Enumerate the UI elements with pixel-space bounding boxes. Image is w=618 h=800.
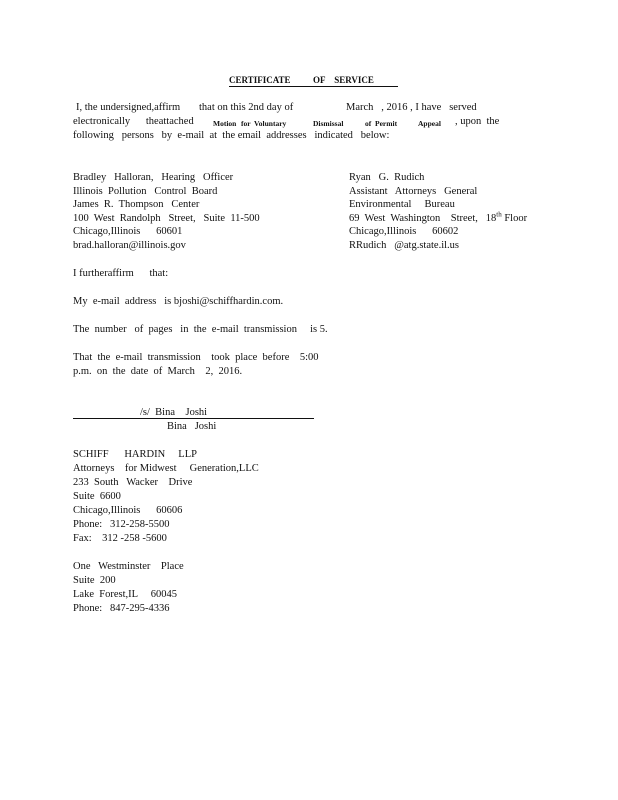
recipient-right-line: Assistant Attorneys General xyxy=(349,186,478,197)
time-statement-line-2: p.m. on the date of March 2, 2016. xyxy=(73,366,243,377)
recipient-right-address xyxy=(349,212,527,225)
intro-line-2-start: electronically theattached xyxy=(73,116,194,127)
recipient-right-floor: Floor xyxy=(501,213,528,224)
signature-line xyxy=(73,417,314,419)
recipient-right-email: RRudich @atg.state.il.us xyxy=(349,240,459,251)
firm-line: Attorneys for Midwest Generation,LLC xyxy=(73,463,259,474)
recipient-left-email: brad.halloran@illinois.gov xyxy=(73,240,186,251)
document-name-voluntary: for Voluntary xyxy=(241,119,287,128)
recipient-left-line: 100 West Randolph Street, Suite 11-500 xyxy=(73,213,260,224)
firm-line: Suite 6600 xyxy=(73,491,121,502)
recipient-left-line: James R. Thompson Center xyxy=(73,199,200,210)
intro-line-1b: that on this 2nd day of xyxy=(199,102,294,113)
firm-line: 233 South Wacker Drive xyxy=(73,477,193,488)
document-name-dismissal: Dismissal xyxy=(313,119,344,128)
email-statement: My e-mail address is bjoshi@schiffhardin.com. xyxy=(73,296,284,307)
office2-line: Lake Forest,IL 60045 xyxy=(73,589,178,600)
office2-phone: Phone: 847-295-4336 xyxy=(73,603,170,614)
firm-name: SCHIFF HARDIN LLP xyxy=(73,449,197,460)
ordinal-suffix: th xyxy=(496,210,502,219)
firm-phone: Phone: 312-258-5500 xyxy=(73,519,170,530)
document-name-motion: Motion xyxy=(213,119,237,128)
office2-line: One Westminster Place xyxy=(73,561,184,572)
intro-line-3: following persons by e-mail at the email addresses indicated below: xyxy=(73,130,390,141)
document-title: CERTIFICATE OF SERVICE xyxy=(229,75,398,87)
recipient-right-line: Environmental Bureau xyxy=(349,199,455,210)
recipient-left-line: Illinois Pollution Control Board xyxy=(73,186,218,197)
recipient-left-line: Bradley Halloran, Hearing Officer xyxy=(73,172,234,183)
recipient-right-line: Ryan G. Rudich xyxy=(349,172,425,183)
recipient-left-line: Chicago,Illinois 60601 xyxy=(73,226,183,237)
further-affirm: I furtheraffirm that: xyxy=(73,268,169,279)
document-name-permit: of Permit xyxy=(365,119,398,128)
intro-line-2-end: , upon the xyxy=(455,116,500,127)
signer-name: Bina Joshi xyxy=(167,421,217,432)
recipient-right-street: 69 West Washington Street, 18 xyxy=(349,213,497,224)
electronic-signature: /s/ Bina Joshi xyxy=(140,407,208,418)
pages-statement: The number of pages in the e-mail transmission is 5. xyxy=(73,324,328,335)
recipient-right-line: Chicago,Illinois 60602 xyxy=(349,226,459,237)
intro-line-1c: March , 2016 , I have served xyxy=(346,102,477,113)
firm-fax: Fax: 312 -258 -5600 xyxy=(73,533,167,544)
intro-line-1a: I, the undersigned,affirm xyxy=(76,102,181,113)
office2-line: Suite 200 xyxy=(73,575,116,586)
document-name-appeal: Appeal xyxy=(418,119,441,128)
time-statement-line-1: That the e-mail transmission took place before 5:00 xyxy=(73,352,319,363)
firm-line: Chicago,Illinois 60606 xyxy=(73,505,183,516)
